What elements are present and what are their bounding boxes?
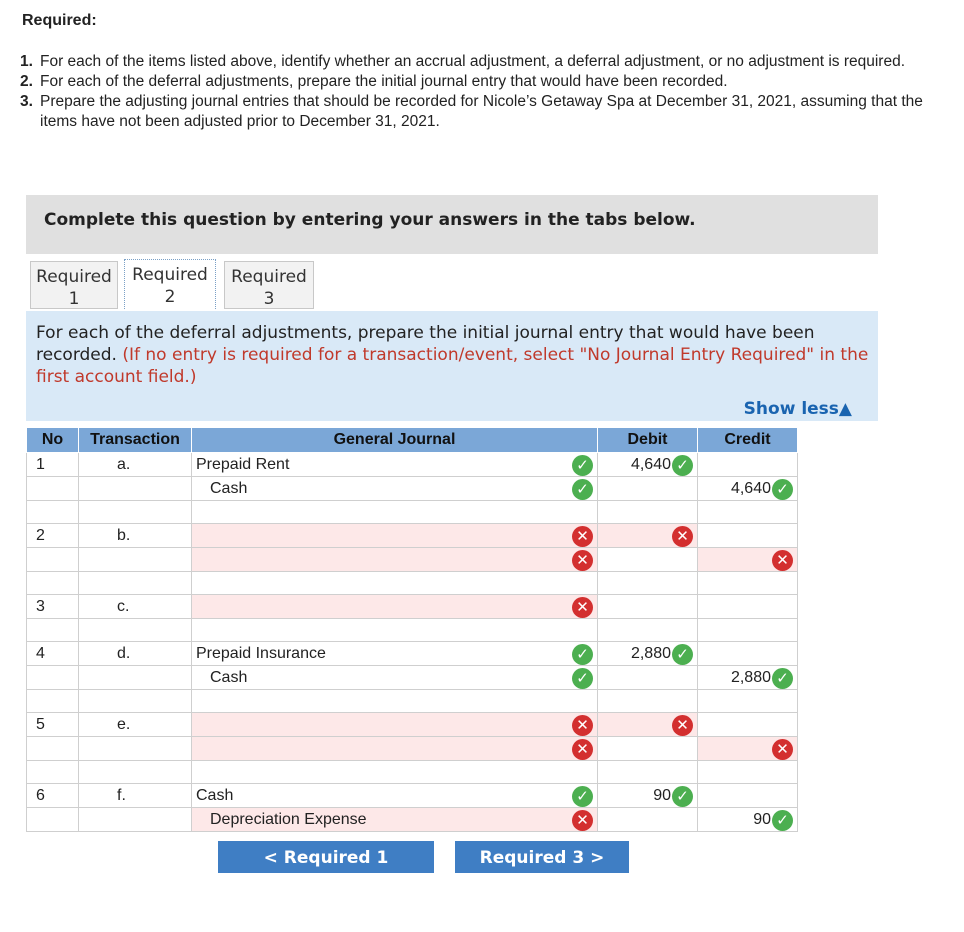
check-icon: ✓ — [572, 455, 593, 476]
table-row — [27, 713, 798, 737]
spacer-row — [27, 619, 798, 642]
required-heading: Required: — [22, 12, 97, 29]
instructions-banner — [26, 195, 878, 254]
spacer-cell — [27, 572, 79, 595]
requirements-list — [20, 52, 960, 132]
check-icon: ✓ — [572, 786, 593, 807]
error-icon: ✕ — [772, 739, 793, 760]
table-row — [27, 784, 798, 808]
account-field[interactable] — [192, 595, 598, 619]
row-number: 6 — [27, 784, 79, 808]
prev-required-1-button[interactable]: < Required 1 — [218, 841, 434, 873]
error-icon: ✕ — [672, 526, 693, 547]
header-transaction: Transaction — [79, 428, 192, 453]
error-icon: ✕ — [572, 810, 593, 831]
tab-required-1[interactable]: Required 1 — [30, 261, 118, 309]
row-number: 1 — [27, 453, 79, 477]
spacer-cell — [27, 619, 79, 642]
transaction-label: f. — [79, 784, 192, 808]
debit-field[interactable] — [598, 477, 698, 501]
spacer-cell — [27, 761, 79, 784]
row-number: 3 — [27, 595, 79, 619]
header-general-journal: General Journal — [192, 428, 598, 453]
credit-field[interactable] — [698, 737, 798, 761]
show-less-link[interactable]: Show less▲ — [743, 399, 852, 419]
instruction-panel — [26, 311, 878, 421]
header-credit: Credit — [698, 428, 798, 453]
transaction-label: d. — [79, 642, 192, 666]
table-row — [27, 666, 798, 690]
spacer-row — [27, 572, 798, 595]
spacer-cell — [79, 572, 192, 595]
table-row — [27, 642, 798, 666]
spacer-row — [27, 761, 798, 784]
spacer-cell — [698, 690, 798, 713]
debit-field[interactable] — [598, 524, 698, 548]
spacer-cell — [698, 761, 798, 784]
account-field[interactable] — [192, 524, 598, 548]
general-journal-table — [26, 427, 798, 832]
row-number — [27, 548, 79, 572]
credit-field[interactable] — [698, 595, 798, 619]
error-icon: ✕ — [572, 550, 593, 571]
spacer-cell — [598, 690, 698, 713]
spacer-row — [27, 501, 798, 524]
error-icon: ✕ — [572, 526, 593, 547]
transaction-label — [79, 477, 192, 501]
spacer-cell — [192, 761, 598, 784]
row-number: 2 — [27, 524, 79, 548]
check-icon: ✓ — [772, 479, 793, 500]
row-number — [27, 477, 79, 501]
row-number — [27, 737, 79, 761]
transaction-label — [79, 737, 192, 761]
table-row — [27, 595, 798, 619]
account-field[interactable]: Prepaid Rent ✓ — [192, 453, 598, 477]
table-row — [27, 808, 798, 832]
row-number — [27, 808, 79, 832]
credit-field[interactable] — [698, 642, 798, 666]
account-field[interactable]: Cash ✓ — [192, 477, 598, 501]
spacer-cell — [698, 619, 798, 642]
credit-field[interactable] — [698, 784, 798, 808]
debit-field[interactable] — [598, 808, 698, 832]
transaction-label: e. — [79, 713, 192, 737]
spacer-cell — [27, 501, 79, 524]
transaction-label — [79, 666, 192, 690]
row-number: 5 — [27, 713, 79, 737]
header-no: No — [27, 428, 79, 453]
transaction-label — [79, 548, 192, 572]
account-field[interactable] — [192, 737, 598, 761]
error-icon: ✕ — [672, 715, 693, 736]
row-number: 4 — [27, 642, 79, 666]
table-row — [27, 548, 798, 572]
spacer-cell — [79, 501, 192, 524]
table-row — [27, 453, 798, 477]
journal-table-wrap — [26, 427, 798, 832]
check-icon: ✓ — [572, 668, 593, 689]
account-field[interactable]: Depreciation Expense ✕ — [192, 808, 598, 832]
instruction-text: For each of the deferral adjustments, prepare the initial journal entry that would have been recorded. (If no entry is required for a transaction/event, select "No Journal Entry Required" in the first account field.) — [36, 323, 869, 387]
spacer-cell — [698, 572, 798, 595]
transaction-label: c. — [79, 595, 192, 619]
error-icon: ✕ — [572, 739, 593, 760]
credit-field[interactable] — [698, 713, 798, 737]
debit-field[interactable] — [598, 595, 698, 619]
spacer-row — [27, 690, 798, 713]
credit-field[interactable] — [698, 524, 798, 548]
check-icon: ✓ — [672, 644, 693, 665]
spacer-cell — [79, 690, 192, 713]
debit-field[interactable] — [598, 737, 698, 761]
account-field[interactable]: Prepaid Insurance ✓ — [192, 642, 598, 666]
spacer-cell — [79, 761, 192, 784]
requirement-item: 1. For each of the items listed above, identify whether an accrual adjustment, a deferral adjustment, or no adjustment is required. — [20, 53, 906, 70]
transaction-label — [79, 808, 192, 832]
spacer-cell — [598, 761, 698, 784]
tab-required-3[interactable]: Required 3 — [224, 261, 314, 309]
debit-field[interactable] — [598, 713, 698, 737]
check-icon: ✓ — [572, 479, 593, 500]
debit-field[interactable]: 90 ✓ — [598, 784, 698, 808]
spacer-cell — [698, 501, 798, 524]
instruction-note: (If no entry is required for a transaction/event, select "No Journal Entry Required" in the first account field.) — [36, 345, 869, 387]
spacer-cell — [598, 572, 698, 595]
account-field[interactable] — [192, 713, 598, 737]
error-icon: ✕ — [572, 715, 593, 736]
tab-required-2[interactable]: Required 2 — [124, 259, 216, 309]
check-icon: ✓ — [672, 786, 693, 807]
table-header-row — [27, 428, 798, 453]
account-field[interactable] — [192, 548, 598, 572]
credit-field[interactable]: 90 ✓ — [698, 808, 798, 832]
next-required-3-button[interactable]: Required 3 > — [455, 841, 629, 873]
account-field[interactable]: Cash ✓ — [192, 784, 598, 808]
transaction-label: b. — [79, 524, 192, 548]
check-icon: ✓ — [672, 455, 693, 476]
debit-field[interactable]: 4,640 ✓ — [598, 453, 698, 477]
check-icon: ✓ — [772, 810, 793, 831]
spacer-cell — [598, 619, 698, 642]
spacer-cell — [192, 501, 598, 524]
credit-field[interactable]: 2,880 ✓ — [698, 666, 798, 690]
header-debit: Debit — [598, 428, 698, 453]
error-icon: ✕ — [772, 550, 793, 571]
row-number — [27, 666, 79, 690]
table-row — [27, 737, 798, 761]
check-icon: ✓ — [772, 668, 793, 689]
table-row — [27, 524, 798, 548]
spacer-cell — [598, 501, 698, 524]
account-field[interactable]: Cash ✓ — [192, 666, 598, 690]
requirement-item: 2. For each of the deferral adjustments, prepare the initial journal entry that would have been recorded. — [20, 73, 728, 90]
credit-field[interactable]: 4,640 ✓ — [698, 477, 798, 501]
spacer-cell — [79, 619, 192, 642]
credit-field[interactable] — [698, 453, 798, 477]
banner-text: Complete this question by entering your answers in the tabs below. — [44, 210, 696, 230]
spacer-cell — [27, 690, 79, 713]
check-icon: ✓ — [572, 644, 593, 665]
debit-field[interactable] — [598, 666, 698, 690]
debit-field[interactable] — [598, 548, 698, 572]
error-icon: ✕ — [572, 597, 593, 618]
table-row — [27, 477, 798, 501]
credit-field[interactable] — [698, 548, 798, 572]
debit-field[interactable]: 2,880 ✓ — [598, 642, 698, 666]
transaction-label: a. — [79, 453, 192, 477]
spacer-cell — [192, 572, 598, 595]
requirement-item: 3. Prepare the adjusting journal entries that should be recorded for Nicole’s Getaway Spa at December 31, 2021, assuming that the items have not been adjusted prior to December 31, 2021. — [20, 93, 923, 130]
spacer-cell — [192, 619, 598, 642]
spacer-cell — [192, 690, 598, 713]
